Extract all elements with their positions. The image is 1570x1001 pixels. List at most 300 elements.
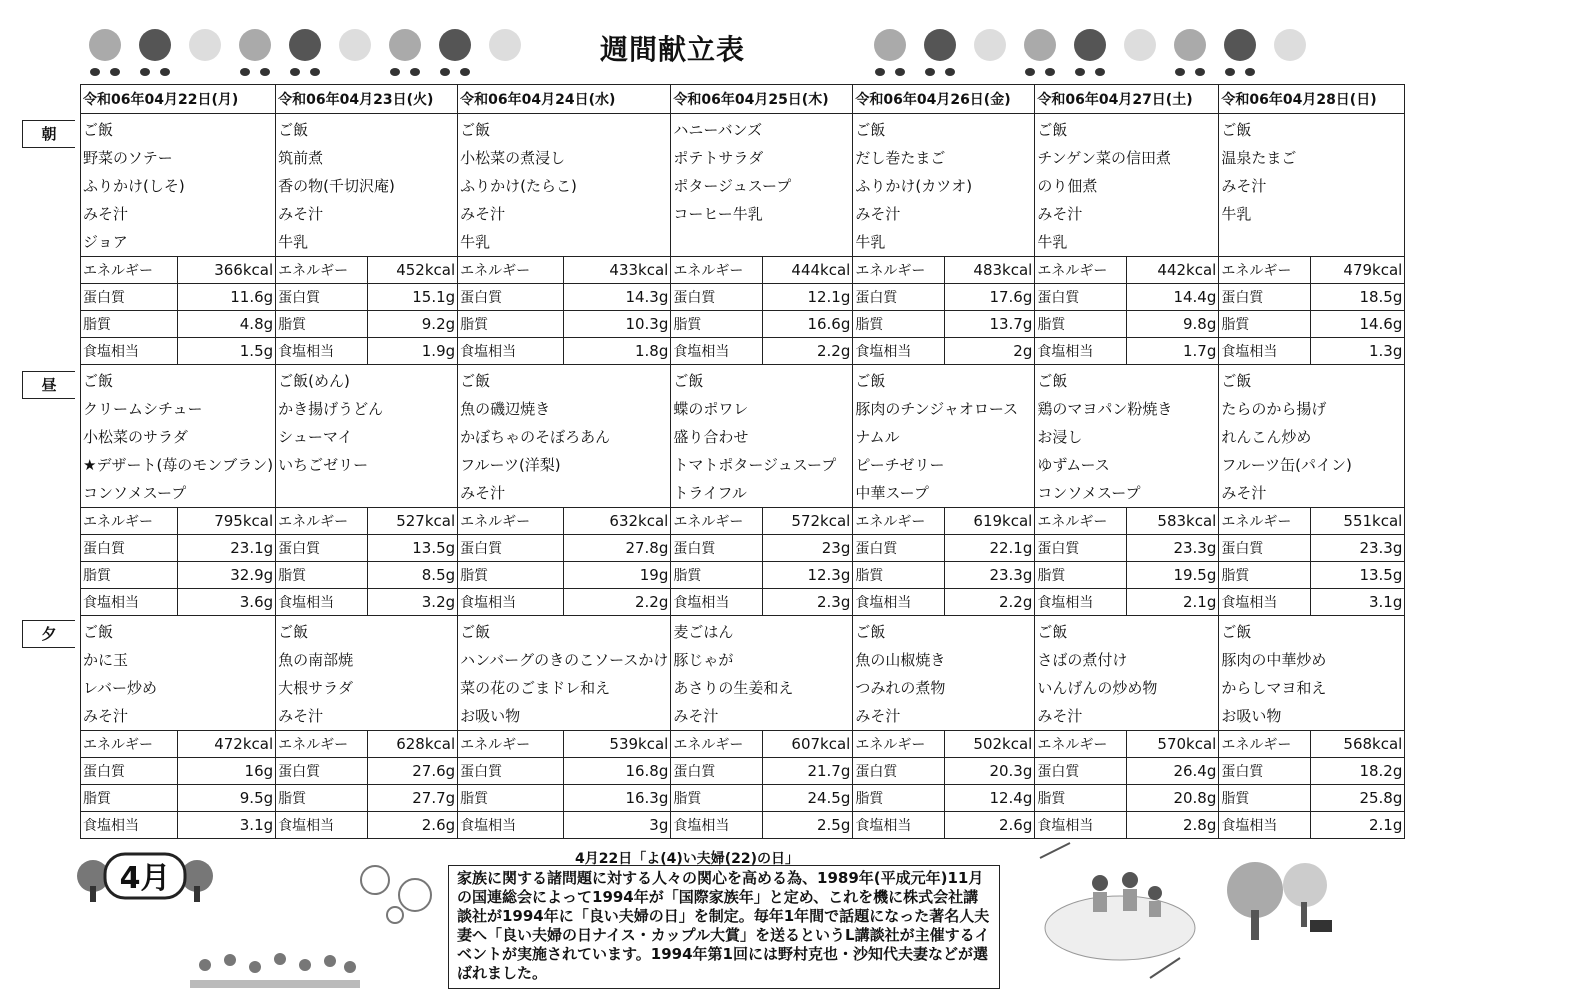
- nutrient-value: 23g: [763, 535, 853, 562]
- dish-item: 魚の磯辺焼き: [460, 400, 551, 418]
- dish-item: フルーツ(洋梨): [460, 456, 561, 474]
- nutrient-value: 1.3g: [1311, 338, 1405, 365]
- dish-item: 温泉たまご: [1221, 149, 1297, 167]
- nutrient-label: 蛋白質: [671, 284, 763, 311]
- nutrient-label: 脂質: [853, 785, 945, 812]
- nutrient-label: エネルギー: [671, 731, 763, 758]
- nutrient-value: 2g: [945, 338, 1035, 365]
- note-heading: 4月22日「よ(4)い夫婦(22)の日」: [575, 851, 800, 867]
- nutrient-label: エネルギー: [853, 731, 945, 758]
- nutrient-value: 12.4g: [945, 785, 1035, 812]
- dish-item: コーヒー牛乳: [673, 205, 763, 223]
- dish-item: ご飯: [460, 372, 491, 390]
- nutrient-label: 脂質: [1219, 562, 1311, 589]
- nutrient-value: 2.8g: [1127, 812, 1219, 839]
- nutrient-value: 27.8g: [563, 535, 671, 562]
- nutrient-value: 12.3g: [763, 562, 853, 589]
- nutrient-value: 551kcal: [1311, 508, 1405, 535]
- nutrient-label: 食塩相当: [671, 812, 763, 839]
- breakfast-dishes-cell: [1035, 114, 1219, 257]
- nutrient-label: 脂質: [1035, 311, 1127, 338]
- note-body: 家族に関する諸問題に対する人々の関心を高める為、1989年(平成元年)11月の国連総会によって1994年が「国際家族年」と定め、これを機に株式会社講談社が1994年に「良い夫婦の日」を制定。毎年1年間で話題になった著名人夫妻へ「良い夫婦の日ナイス・カップル大賞」を送るというL講談社が主催するイベントが実施されています。1994年第1回には野村克也・沙知代夫妻などが選ばれました。: [448, 865, 1000, 989]
- dinner-dishes-cell: [853, 616, 1035, 731]
- dish-item: ポテトサラダ: [673, 149, 764, 167]
- nutrient-value: 20.8g: [1127, 785, 1219, 812]
- dish-item: いちごゼリー: [278, 456, 369, 474]
- nutrient-value: 479kcal: [1311, 257, 1405, 284]
- nutrient-value: 3.1g: [177, 812, 276, 839]
- dish-item: だし巻たまご: [855, 149, 946, 167]
- nutrient-label: エネルギー: [1035, 508, 1127, 535]
- nutrient-value: 632kcal: [563, 508, 671, 535]
- dish-item: 牛乳: [278, 233, 309, 251]
- nutrient-value: 16.6g: [763, 311, 853, 338]
- nutrient-value: 2.2g: [563, 589, 671, 616]
- lunch-dishes-cell: [81, 365, 276, 508]
- nutrient-value: 19.5g: [1127, 562, 1219, 589]
- dish-item: 中華スープ: [855, 484, 929, 502]
- nutrient-label: 脂質: [458, 785, 563, 812]
- nutrient-label: 食塩相当: [458, 812, 563, 839]
- dish-item: ご飯: [83, 372, 114, 390]
- nutrient-label: 蛋白質: [1035, 535, 1127, 562]
- meal-label-breakfast: 朝: [22, 120, 75, 148]
- dinner-dishes-cell: [458, 616, 671, 731]
- nutrient-label: 食塩相当: [458, 589, 563, 616]
- dish-item: 牛乳: [1037, 233, 1068, 251]
- dish-item: 鶏のマヨパン粉焼き: [1037, 400, 1173, 418]
- nutrient-label: 蛋白質: [458, 535, 563, 562]
- nutrient-label: 蛋白質: [276, 284, 368, 311]
- nutrient-label: 蛋白質: [81, 284, 178, 311]
- nutrient-label: エネルギー: [853, 257, 945, 284]
- dish-item: 菜の花のごまドレ和え: [460, 679, 611, 697]
- dish-item: ご飯: [673, 372, 704, 390]
- nutrient-value: 23.3g: [1311, 535, 1405, 562]
- nutrient-label: 蛋白質: [81, 535, 178, 562]
- dish-item: 蝶のポワレ: [673, 400, 749, 418]
- nutrient-value: 444kcal: [763, 257, 853, 284]
- tree-icon: [1215, 860, 1335, 945]
- dish-item: ご飯: [460, 623, 491, 641]
- nutrient-value: 16.3g: [563, 785, 671, 812]
- dish-item: 豚肉のチンジャオロース: [855, 400, 1019, 418]
- nutrient-label: 食塩相当: [1035, 589, 1127, 616]
- nutrient-label: 脂質: [81, 562, 178, 589]
- nutrient-value: 9.2g: [368, 311, 458, 338]
- nutrient-value: 3g: [563, 812, 671, 839]
- nutrient-label: 蛋白質: [276, 758, 368, 785]
- lunch-dishes-cell: [853, 365, 1035, 508]
- nutrient-value: 9.8g: [1127, 311, 1219, 338]
- dish-item: 麦ごはん: [673, 623, 734, 641]
- nutrient-label: 食塩相当: [1219, 338, 1311, 365]
- nutrient-label: 蛋白質: [1219, 758, 1311, 785]
- date-header: 令和06年04月23日(火): [276, 85, 458, 114]
- nutrient-value: 1.7g: [1127, 338, 1219, 365]
- dish-item: ご飯: [1221, 372, 1252, 390]
- nutrient-label: 食塩相当: [81, 338, 178, 365]
- dish-item: 小松菜のサラダ: [83, 428, 188, 446]
- date-header: 令和06年04月27日(土): [1035, 85, 1219, 114]
- dish-item: いんげんの炒め物: [1037, 679, 1158, 697]
- nutrient-value: 13.5g: [368, 535, 458, 562]
- nutrient-label: エネルギー: [276, 731, 368, 758]
- nutrient-label: 食塩相当: [853, 338, 945, 365]
- dish-item: からしマヨ和え: [1221, 679, 1327, 697]
- dish-item: ふりかけ(たらこ): [460, 177, 577, 195]
- nutrient-value: 8.5g: [368, 562, 458, 589]
- nutrient-label: エネルギー: [671, 257, 763, 284]
- dish-item: 盛り合わせ: [673, 428, 749, 446]
- nutrient-label: 脂質: [81, 311, 178, 338]
- dinner-dishes-cell: [671, 616, 853, 731]
- nutrient-label: エネルギー: [276, 508, 368, 535]
- nutrient-value: 2.1g: [1127, 589, 1219, 616]
- month-badge-decoration: [75, 846, 215, 904]
- nutrient-label: 蛋白質: [1035, 284, 1127, 311]
- date-header: 令和06年04月28日(日): [1219, 85, 1405, 114]
- nutrient-value: 1.5g: [177, 338, 276, 365]
- meal-label-dinner: 夕: [22, 620, 75, 648]
- nutrient-value: 502kcal: [945, 731, 1035, 758]
- dish-item: ご飯: [1037, 372, 1068, 390]
- nutrient-label: エネルギー: [81, 257, 178, 284]
- dinner-dishes-cell: [1219, 616, 1405, 731]
- dish-item: 魚の山椒焼き: [855, 651, 946, 669]
- nutrient-value: 14.3g: [563, 284, 671, 311]
- dish-item: みそ汁: [673, 707, 719, 725]
- nutrient-value: 4.8g: [177, 311, 276, 338]
- nutrient-label: 食塩相当: [1035, 338, 1127, 365]
- nutrient-label: 脂質: [276, 562, 368, 589]
- meal-label-lunch: 昼: [22, 371, 75, 399]
- dish-item: お吸い物: [460, 707, 521, 725]
- dish-item: ご飯: [1037, 121, 1068, 139]
- nutrient-label: エネルギー: [1035, 257, 1127, 284]
- dish-item: クリームシチュー: [83, 400, 203, 418]
- dish-item: 豚じゃが: [673, 651, 734, 669]
- dish-item: トマトポタージュスープ: [673, 456, 837, 474]
- nutrient-value: 23.1g: [177, 535, 276, 562]
- nutrient-label: エネルギー: [1035, 731, 1127, 758]
- nutrient-value: 12.1g: [763, 284, 853, 311]
- nutrient-label: 蛋白質: [276, 535, 368, 562]
- nutrient-label: 食塩相当: [276, 812, 368, 839]
- dish-item: つみれの煮物: [855, 679, 946, 697]
- dish-item: たらのから揚げ: [1221, 400, 1327, 418]
- nutrient-value: 2.2g: [763, 338, 853, 365]
- date-header: 令和06年04月24日(水): [458, 85, 671, 114]
- dish-item: トライフル: [673, 484, 747, 502]
- nutrient-label: エネルギー: [458, 257, 563, 284]
- nutrient-value: 628kcal: [368, 731, 458, 758]
- flower-decoration-left-icon: [85, 20, 525, 80]
- dish-item: みそ汁: [855, 707, 901, 725]
- nutrient-label: エネルギー: [458, 731, 563, 758]
- nutrient-label: 脂質: [853, 311, 945, 338]
- nutrient-value: 26.4g: [1127, 758, 1219, 785]
- nutrient-label: 脂質: [671, 785, 763, 812]
- breakfast-dishes-cell: [671, 114, 853, 257]
- dish-item: 牛乳: [1221, 205, 1252, 223]
- lunch-dishes-cell: [1035, 365, 1219, 508]
- flower-field-icon: [190, 945, 360, 990]
- dish-item: みそ汁: [1037, 707, 1083, 725]
- dish-item: 牛乳: [460, 233, 491, 251]
- dinner-dishes-cell: [1035, 616, 1219, 731]
- nutrient-label: 脂質: [276, 785, 368, 812]
- dish-item: ご飯: [83, 121, 114, 139]
- nutrient-label: 脂質: [458, 562, 563, 589]
- nutrient-label: 食塩相当: [853, 589, 945, 616]
- nutrient-value: 795kcal: [177, 508, 276, 535]
- month-badge-label: 4月: [119, 861, 171, 896]
- dish-item: ★デザート(苺のモンブラン): [83, 456, 274, 474]
- nutrient-value: 2.6g: [945, 812, 1035, 839]
- dish-item: シューマイ: [278, 428, 353, 446]
- dish-item: 野菜のソテー: [83, 149, 173, 167]
- nutrient-value: 11.6g: [177, 284, 276, 311]
- nutrient-value: 16.8g: [563, 758, 671, 785]
- nutrient-value: 9.5g: [177, 785, 276, 812]
- nutrient-label: 脂質: [1219, 785, 1311, 812]
- date-header: 令和06年04月22日(月): [81, 85, 276, 114]
- nutrient-value: 18.5g: [1311, 284, 1405, 311]
- dish-item: 香の物(千切沢庵): [278, 177, 395, 195]
- cherry-blossom-icon: [350, 855, 440, 925]
- nutrient-label: 食塩相当: [276, 338, 368, 365]
- nutrient-label: 脂質: [853, 562, 945, 589]
- dish-item: ポタージュスープ: [673, 177, 792, 195]
- dish-item: フルーツ缶(パイン): [1221, 456, 1352, 474]
- nutrient-label: 蛋白質: [671, 535, 763, 562]
- nutrient-value: 17.6g: [945, 284, 1035, 311]
- nutrient-value: 25.8g: [1311, 785, 1405, 812]
- dish-item: ゆずムース: [1037, 456, 1110, 474]
- nutrient-value: 583kcal: [1127, 508, 1219, 535]
- dish-item: 魚の南部焼: [278, 651, 354, 669]
- breakfast-dishes-cell: [853, 114, 1035, 257]
- lunch-dishes-cell: [458, 365, 671, 508]
- nutrient-label: エネルギー: [1219, 257, 1311, 284]
- dish-item: みそ汁: [1037, 205, 1083, 223]
- nutrient-label: 蛋白質: [671, 758, 763, 785]
- dish-item: ご飯: [1037, 623, 1068, 641]
- nutrient-label: エネルギー: [671, 508, 763, 535]
- nutrient-value: 27.6g: [368, 758, 458, 785]
- dish-item: ご飯: [1221, 623, 1252, 641]
- dish-item: ハンバーグのきのこソースかけ: [460, 651, 669, 669]
- dish-item: ふりかけ(カツオ): [855, 177, 973, 195]
- nutrient-label: 蛋白質: [458, 758, 563, 785]
- breakfast-dishes-cell: [1219, 114, 1405, 257]
- nutrient-label: 脂質: [276, 311, 368, 338]
- dish-item: ご飯: [855, 121, 886, 139]
- nutrient-label: 食塩相当: [1219, 812, 1311, 839]
- nutrient-value: 433kcal: [563, 257, 671, 284]
- nutrient-label: 食塩相当: [276, 589, 368, 616]
- nutrient-value: 10.3g: [563, 311, 671, 338]
- nutrient-label: 蛋白質: [853, 535, 945, 562]
- nutrient-value: 570kcal: [1127, 731, 1219, 758]
- nutrient-value: 452kcal: [368, 257, 458, 284]
- nutrient-value: 527kcal: [368, 508, 458, 535]
- dish-item: 豚肉の中華炒め: [1221, 651, 1327, 669]
- nutrient-label: 蛋白質: [853, 284, 945, 311]
- dish-item: お吸い物: [1221, 707, 1282, 725]
- dish-item: ご飯(めん): [278, 372, 350, 390]
- nutrient-label: エネルギー: [276, 257, 368, 284]
- nutrient-label: エネルギー: [1219, 508, 1311, 535]
- nutrient-value: 13.7g: [945, 311, 1035, 338]
- dish-item: みそ汁: [278, 707, 324, 725]
- dish-item: ジョア: [83, 233, 128, 251]
- nutrient-label: 脂質: [671, 562, 763, 589]
- dish-item: かに玉: [83, 651, 129, 669]
- dish-item: ご飯: [278, 623, 309, 641]
- nutrient-label: 脂質: [1035, 785, 1127, 812]
- date-header: 令和06年04月26日(金): [853, 85, 1035, 114]
- nutrient-label: 食塩相当: [81, 812, 178, 839]
- dish-item: みそ汁: [460, 205, 506, 223]
- nutrient-value: 14.4g: [1127, 284, 1219, 311]
- nutrient-label: 脂質: [81, 785, 178, 812]
- page-title: 週間献立表: [600, 33, 746, 66]
- dish-item: レバー炒め: [83, 679, 157, 697]
- dish-item: ご飯: [278, 121, 309, 139]
- dish-item: かき揚げうどん: [278, 400, 384, 418]
- nutrient-label: 蛋白質: [1219, 535, 1311, 562]
- nutrient-label: 食塩相当: [1219, 589, 1311, 616]
- dish-item: みそ汁: [83, 707, 129, 725]
- nutrient-value: 1.8g: [563, 338, 671, 365]
- nutrient-value: 13.5g: [1311, 562, 1405, 589]
- nutrient-value: 2.3g: [763, 589, 853, 616]
- nutrient-value: 22.1g: [945, 535, 1035, 562]
- dish-item: みそ汁: [460, 484, 506, 502]
- dish-item: ご飯: [460, 121, 491, 139]
- lunch-dishes-cell: [276, 365, 458, 508]
- nutrient-value: 568kcal: [1311, 731, 1405, 758]
- nutrient-label: 脂質: [458, 311, 563, 338]
- nutrient-value: 2.2g: [945, 589, 1035, 616]
- dish-item: みそ汁: [1221, 484, 1267, 502]
- lunch-dishes-cell: [671, 365, 853, 508]
- dish-item: 牛乳: [855, 233, 886, 251]
- dish-item: みそ汁: [1221, 177, 1267, 195]
- nutrient-label: 蛋白質: [1219, 284, 1311, 311]
- dish-item: あさりの生姜和え: [673, 679, 794, 697]
- nutrient-value: 3.2g: [368, 589, 458, 616]
- dish-item: 小松菜の煮浸し: [460, 149, 566, 167]
- dish-item: お浸し: [1037, 428, 1083, 446]
- nutrient-value: 483kcal: [945, 257, 1035, 284]
- nutrient-value: 3.1g: [1311, 589, 1405, 616]
- nutrient-label: 食塩相当: [853, 812, 945, 839]
- nutrient-label: エネルギー: [81, 731, 178, 758]
- nutrient-label: 食塩相当: [671, 338, 763, 365]
- nutrient-label: 蛋白質: [81, 758, 178, 785]
- nutrient-value: 20.3g: [945, 758, 1035, 785]
- nutrient-value: 23.3g: [1127, 535, 1219, 562]
- nutrient-value: 2.5g: [763, 812, 853, 839]
- nutrient-value: 472kcal: [177, 731, 276, 758]
- nutrient-value: 24.5g: [763, 785, 853, 812]
- nutrient-value: 442kcal: [1127, 257, 1219, 284]
- picnic-family-icon: [1030, 838, 1210, 988]
- breakfast-dishes-cell: [276, 114, 458, 257]
- dinner-dishes-cell: [81, 616, 276, 731]
- nutrient-value: 15.1g: [368, 284, 458, 311]
- nutrient-value: 21.7g: [763, 758, 853, 785]
- dish-item: チンゲン菜の信田煮: [1037, 149, 1172, 167]
- nutrient-value: 2.6g: [368, 812, 458, 839]
- dish-item: ナムル: [855, 428, 900, 446]
- nutrient-value: 366kcal: [177, 257, 276, 284]
- breakfast-dishes-cell: [81, 114, 276, 257]
- nutrient-value: 607kcal: [763, 731, 853, 758]
- nutrient-value: 572kcal: [763, 508, 853, 535]
- dish-item: 大根サラダ: [278, 679, 354, 697]
- nutrient-value: 619kcal: [945, 508, 1035, 535]
- nutrient-label: 脂質: [1035, 562, 1127, 589]
- nutrient-label: エネルギー: [1219, 731, 1311, 758]
- nutrient-label: エネルギー: [81, 508, 178, 535]
- dish-item: 筑前煮: [278, 149, 324, 167]
- dish-item: ご飯: [855, 623, 886, 641]
- flower-decoration-right-icon: [870, 20, 1310, 80]
- nutrient-label: 脂質: [671, 311, 763, 338]
- nutrient-value: 539kcal: [563, 731, 671, 758]
- nutrient-label: 食塩相当: [81, 589, 178, 616]
- nutrient-value: 16g: [177, 758, 276, 785]
- dish-item: ピーチゼリー: [855, 456, 945, 474]
- lunch-dishes-cell: [1219, 365, 1405, 508]
- nutrient-label: 蛋白質: [853, 758, 945, 785]
- weekly-menu-table: [80, 84, 1405, 839]
- dish-item: みそ汁: [278, 205, 324, 223]
- nutrient-label: 蛋白質: [1035, 758, 1127, 785]
- nutrient-value: 2.1g: [1311, 812, 1405, 839]
- dinner-dishes-cell: [276, 616, 458, 731]
- nutrient-value: 3.6g: [177, 589, 276, 616]
- nutrient-label: 食塩相当: [458, 338, 563, 365]
- dish-item: コンソメスープ: [83, 484, 187, 502]
- nutrient-value: 32.9g: [177, 562, 276, 589]
- dish-item: ふりかけ(しそ): [83, 177, 185, 195]
- dish-item: ご飯: [1221, 121, 1252, 139]
- nutrient-value: 19g: [563, 562, 671, 589]
- dish-item: みそ汁: [83, 205, 129, 223]
- nutrient-value: 18.2g: [1311, 758, 1405, 785]
- date-header: 令和06年04月25日(木): [671, 85, 853, 114]
- dish-item: ご飯: [83, 623, 114, 641]
- nutrient-label: 食塩相当: [1035, 812, 1127, 839]
- dish-item: ご飯: [855, 372, 886, 390]
- dish-item: みそ汁: [855, 205, 901, 223]
- nutrient-value: 1.9g: [368, 338, 458, 365]
- nutrient-label: エネルギー: [458, 508, 563, 535]
- breakfast-dishes-cell: [458, 114, 671, 257]
- nutrient-label: 蛋白質: [458, 284, 563, 311]
- nutrient-value: 14.6g: [1311, 311, 1405, 338]
- dish-item: のり佃煮: [1037, 177, 1098, 195]
- dish-item: ハニーバンズ: [673, 121, 763, 139]
- dish-item: かぼちゃのそぼろあん: [460, 428, 611, 446]
- dish-item: コンソメスープ: [1037, 484, 1141, 502]
- nutrient-value: 23.3g: [945, 562, 1035, 589]
